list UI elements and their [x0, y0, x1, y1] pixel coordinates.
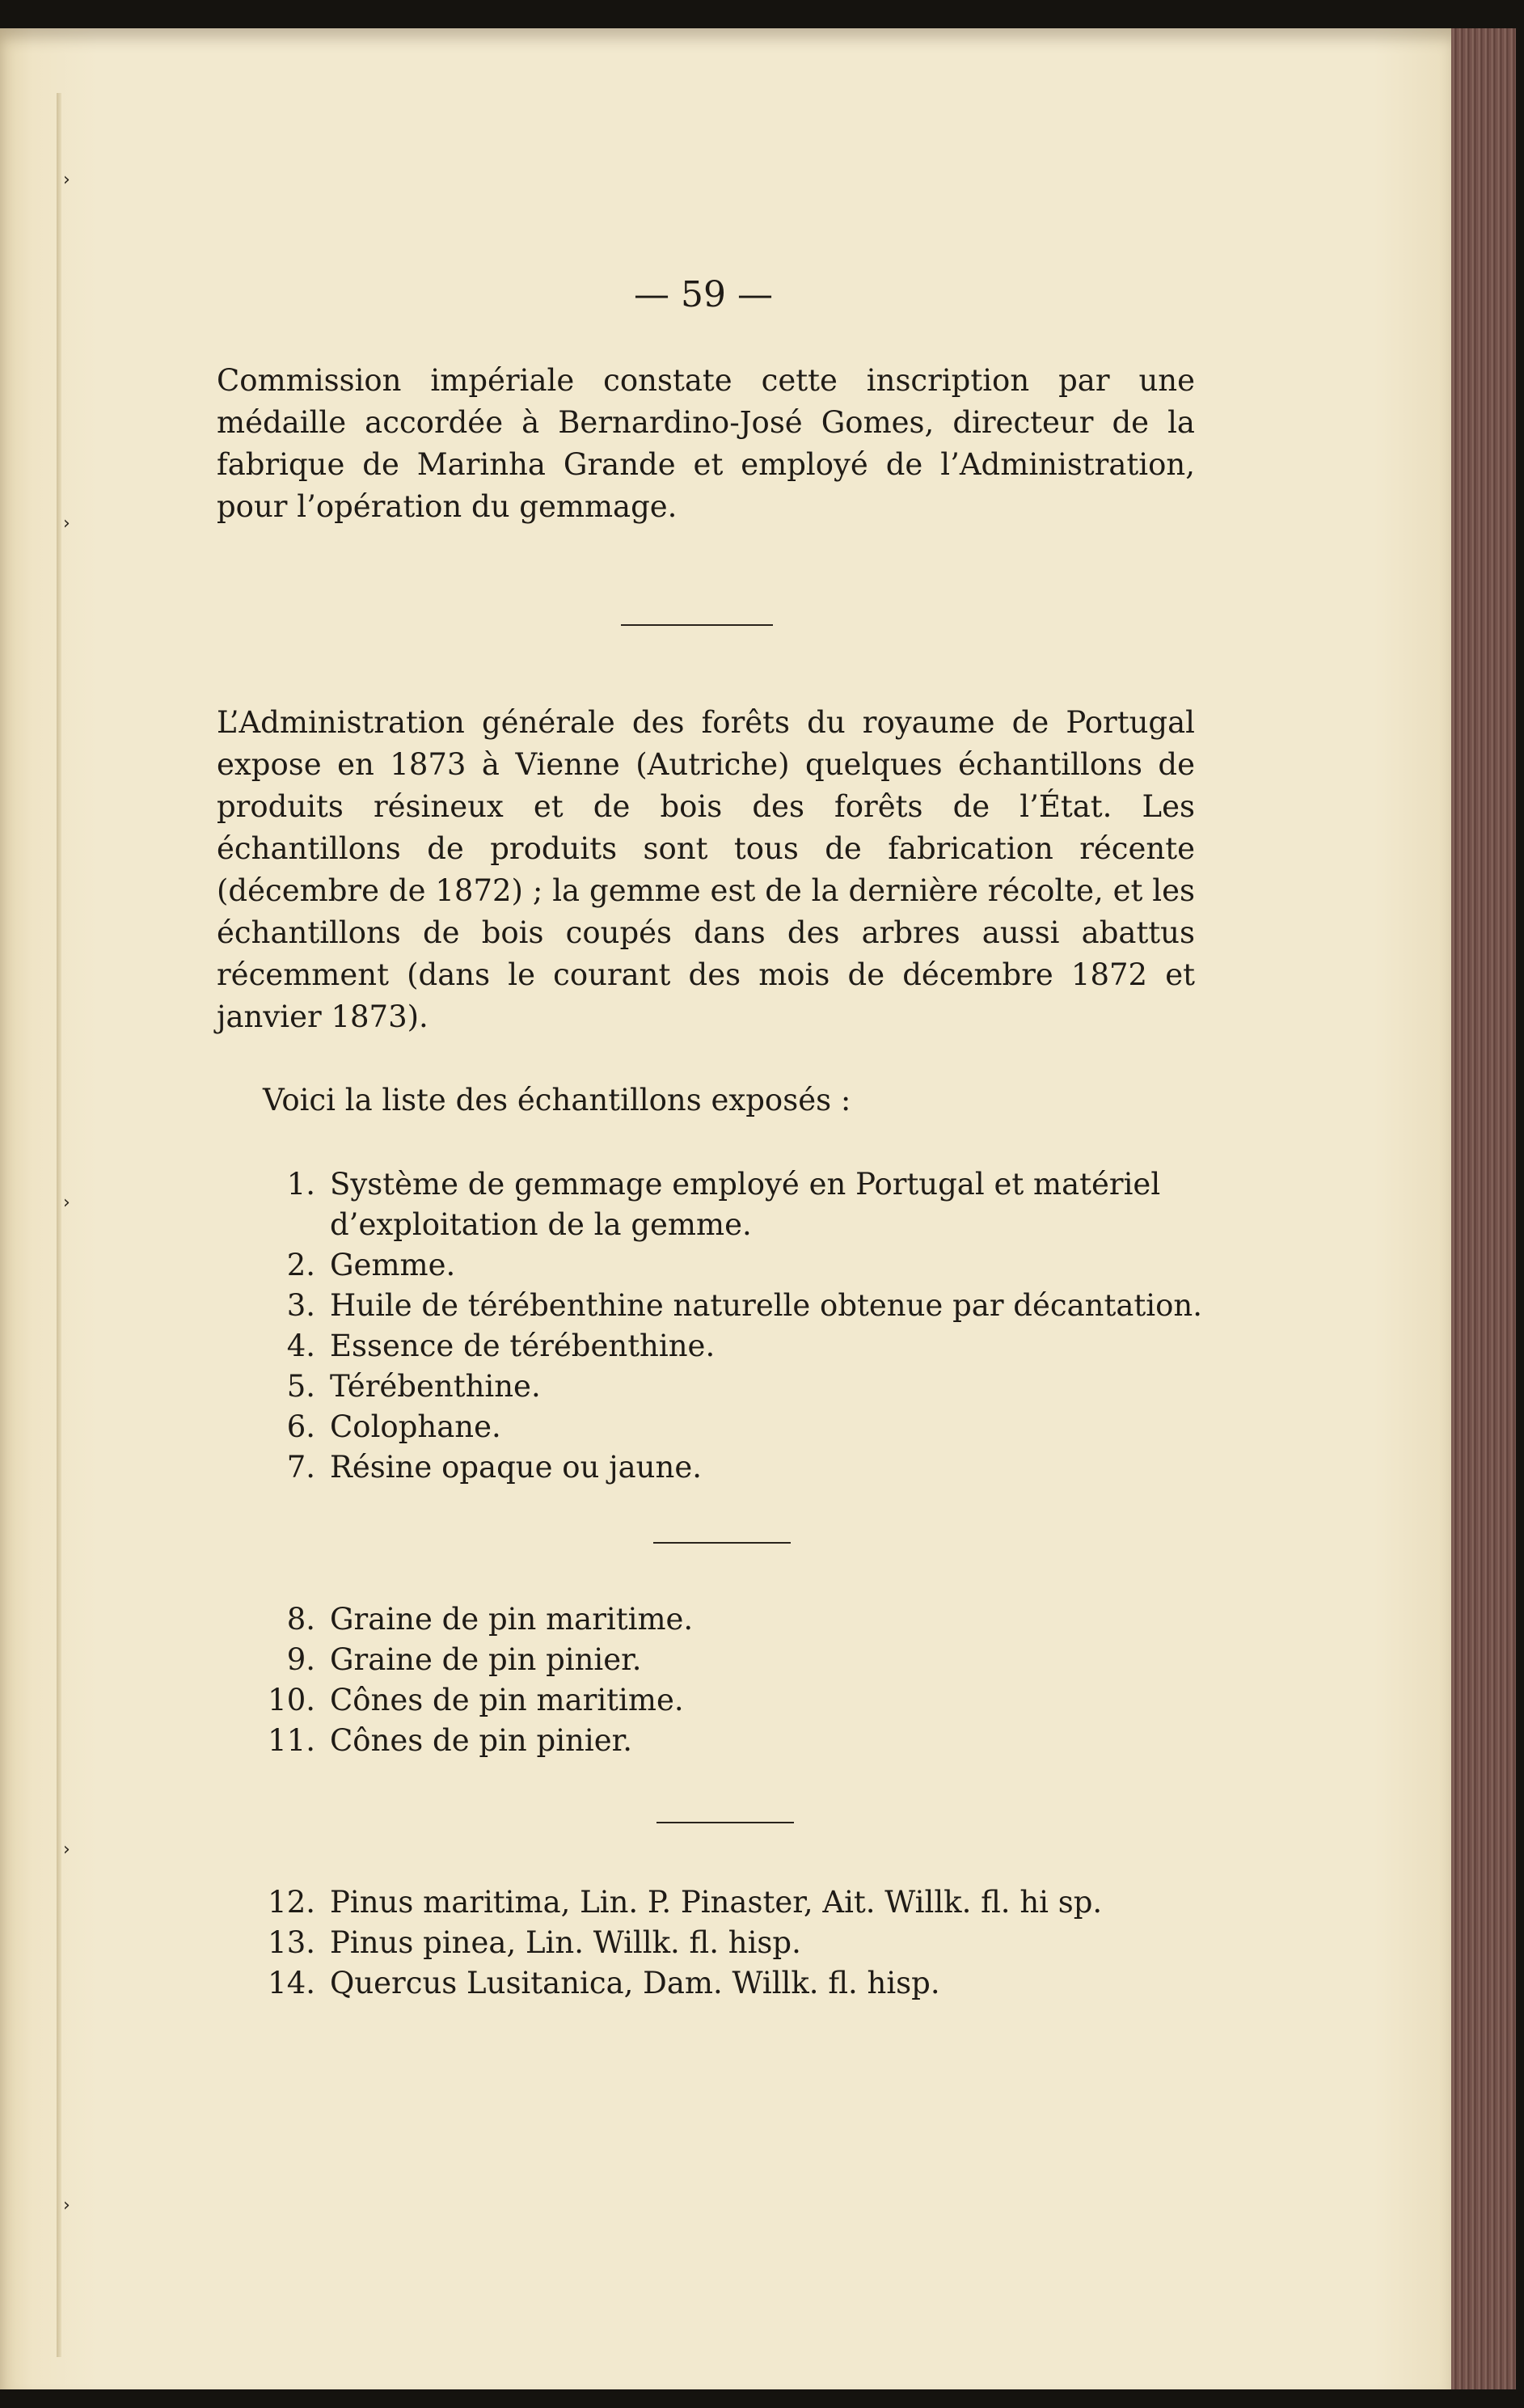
item-number: 13. — [268, 1925, 315, 1960]
item-text: Résine opaque ou jaune. — [330, 1450, 702, 1485]
item-number: 9. — [286, 1642, 315, 1677]
samples-list-woods — [267, 1882, 1221, 2004]
page-gutter-line — [57, 93, 61, 2357]
list-intro: Voici la liste des échantillons exposés : — [263, 1083, 851, 1117]
list-item — [267, 1447, 1221, 1488]
item-number: 6. — [286, 1409, 315, 1444]
item-number: 7. — [286, 1450, 315, 1485]
margin-mark: › — [63, 1193, 70, 1213]
item-number: 2. — [286, 1248, 315, 1282]
item-text: Huile de térébenthine naturelle obtenue par décantation. — [330, 1288, 1202, 1323]
item-number: 11. — [268, 1723, 315, 1758]
list-item — [267, 1407, 1221, 1447]
item-text: Pinus pinea, Lin. Willk. fl. hisp. — [330, 1925, 801, 1960]
list-item — [267, 1599, 1221, 1640]
list-item — [267, 1164, 1221, 1245]
list-item — [267, 1721, 1221, 1761]
margin-mark: › — [63, 513, 70, 534]
list-item — [267, 1882, 1221, 1923]
samples-list-resins — [267, 1164, 1221, 1488]
item-text: Cônes de pin pinier. — [330, 1723, 632, 1758]
item-text: Cônes de pin maritime. — [330, 1683, 684, 1717]
section-divider — [653, 1542, 791, 1544]
item-text: Quercus Lusitanica, Dam. Willk. fl. hisp. — [330, 1966, 940, 2000]
paragraph-commission: Commission impériale constate cette inscription par une médaille accordée à Bernardino-José Gomes, directeur de la fabrique de Marinha Grande et employé de l’Administration, pour l’opération du gemmage. — [217, 363, 1195, 524]
item-text: Essence de térébenthine. — [330, 1329, 716, 1363]
margin-mark: › — [63, 170, 70, 190]
section-divider — [621, 624, 773, 626]
item-text: Graine de pin maritime. — [330, 1602, 694, 1637]
item-text: Système de gemmage employé en Portugal et matériel d’exploitation de la gemme. — [330, 1167, 1161, 1242]
list-item — [267, 1367, 1221, 1407]
item-text: Colophane. — [330, 1409, 501, 1444]
item-number: 14. — [268, 1966, 315, 2000]
item-number: 5. — [286, 1369, 315, 1404]
item-number: 1. — [286, 1167, 315, 1202]
list-item — [267, 1640, 1221, 1680]
samples-list-seeds — [267, 1599, 1221, 1761]
item-number: 3. — [286, 1288, 315, 1323]
item-text: Pinus maritima, Lin. P. Pinaster, Ait. Willk. fl. hi sp. — [330, 1885, 1103, 1920]
margin-mark: › — [63, 2195, 70, 2216]
section-divider — [656, 1822, 794, 1823]
list-item — [267, 1680, 1221, 1721]
list-item — [267, 1923, 1221, 1963]
item-number: 12. — [268, 1885, 315, 1920]
page-edges — [1451, 28, 1516, 2389]
item-number: 10. — [268, 1683, 315, 1717]
item-text: Gemme. — [330, 1248, 456, 1282]
item-number: 8. — [286, 1602, 315, 1637]
list-item — [267, 1245, 1221, 1286]
page-number: — 59 — — [634, 274, 773, 315]
item-text: Térébenthine. — [330, 1369, 541, 1404]
paragraph-administration: L’Administration générale des forêts du royaume de Portugal expose en 1873 à Vienne (Autriche) quelques échantillons de produits résineux et de bois des forêts de l’État. Les échantillons de produits sont tous de fabrication récente (décembre de 1872) ; la gemme est de la dernière récolte, et les échantillons de bois coupés dans des arbres aussi abattus récemment (dans le courant des mois de décembre 1872 et janvier 1873). — [217, 705, 1195, 1034]
list-item — [267, 1326, 1221, 1367]
item-number: 4. — [286, 1329, 315, 1363]
margin-mark: › — [63, 1840, 70, 1860]
list-item — [267, 1286, 1221, 1326]
item-text: Graine de pin pinier. — [330, 1642, 642, 1677]
list-item — [267, 1963, 1221, 2004]
